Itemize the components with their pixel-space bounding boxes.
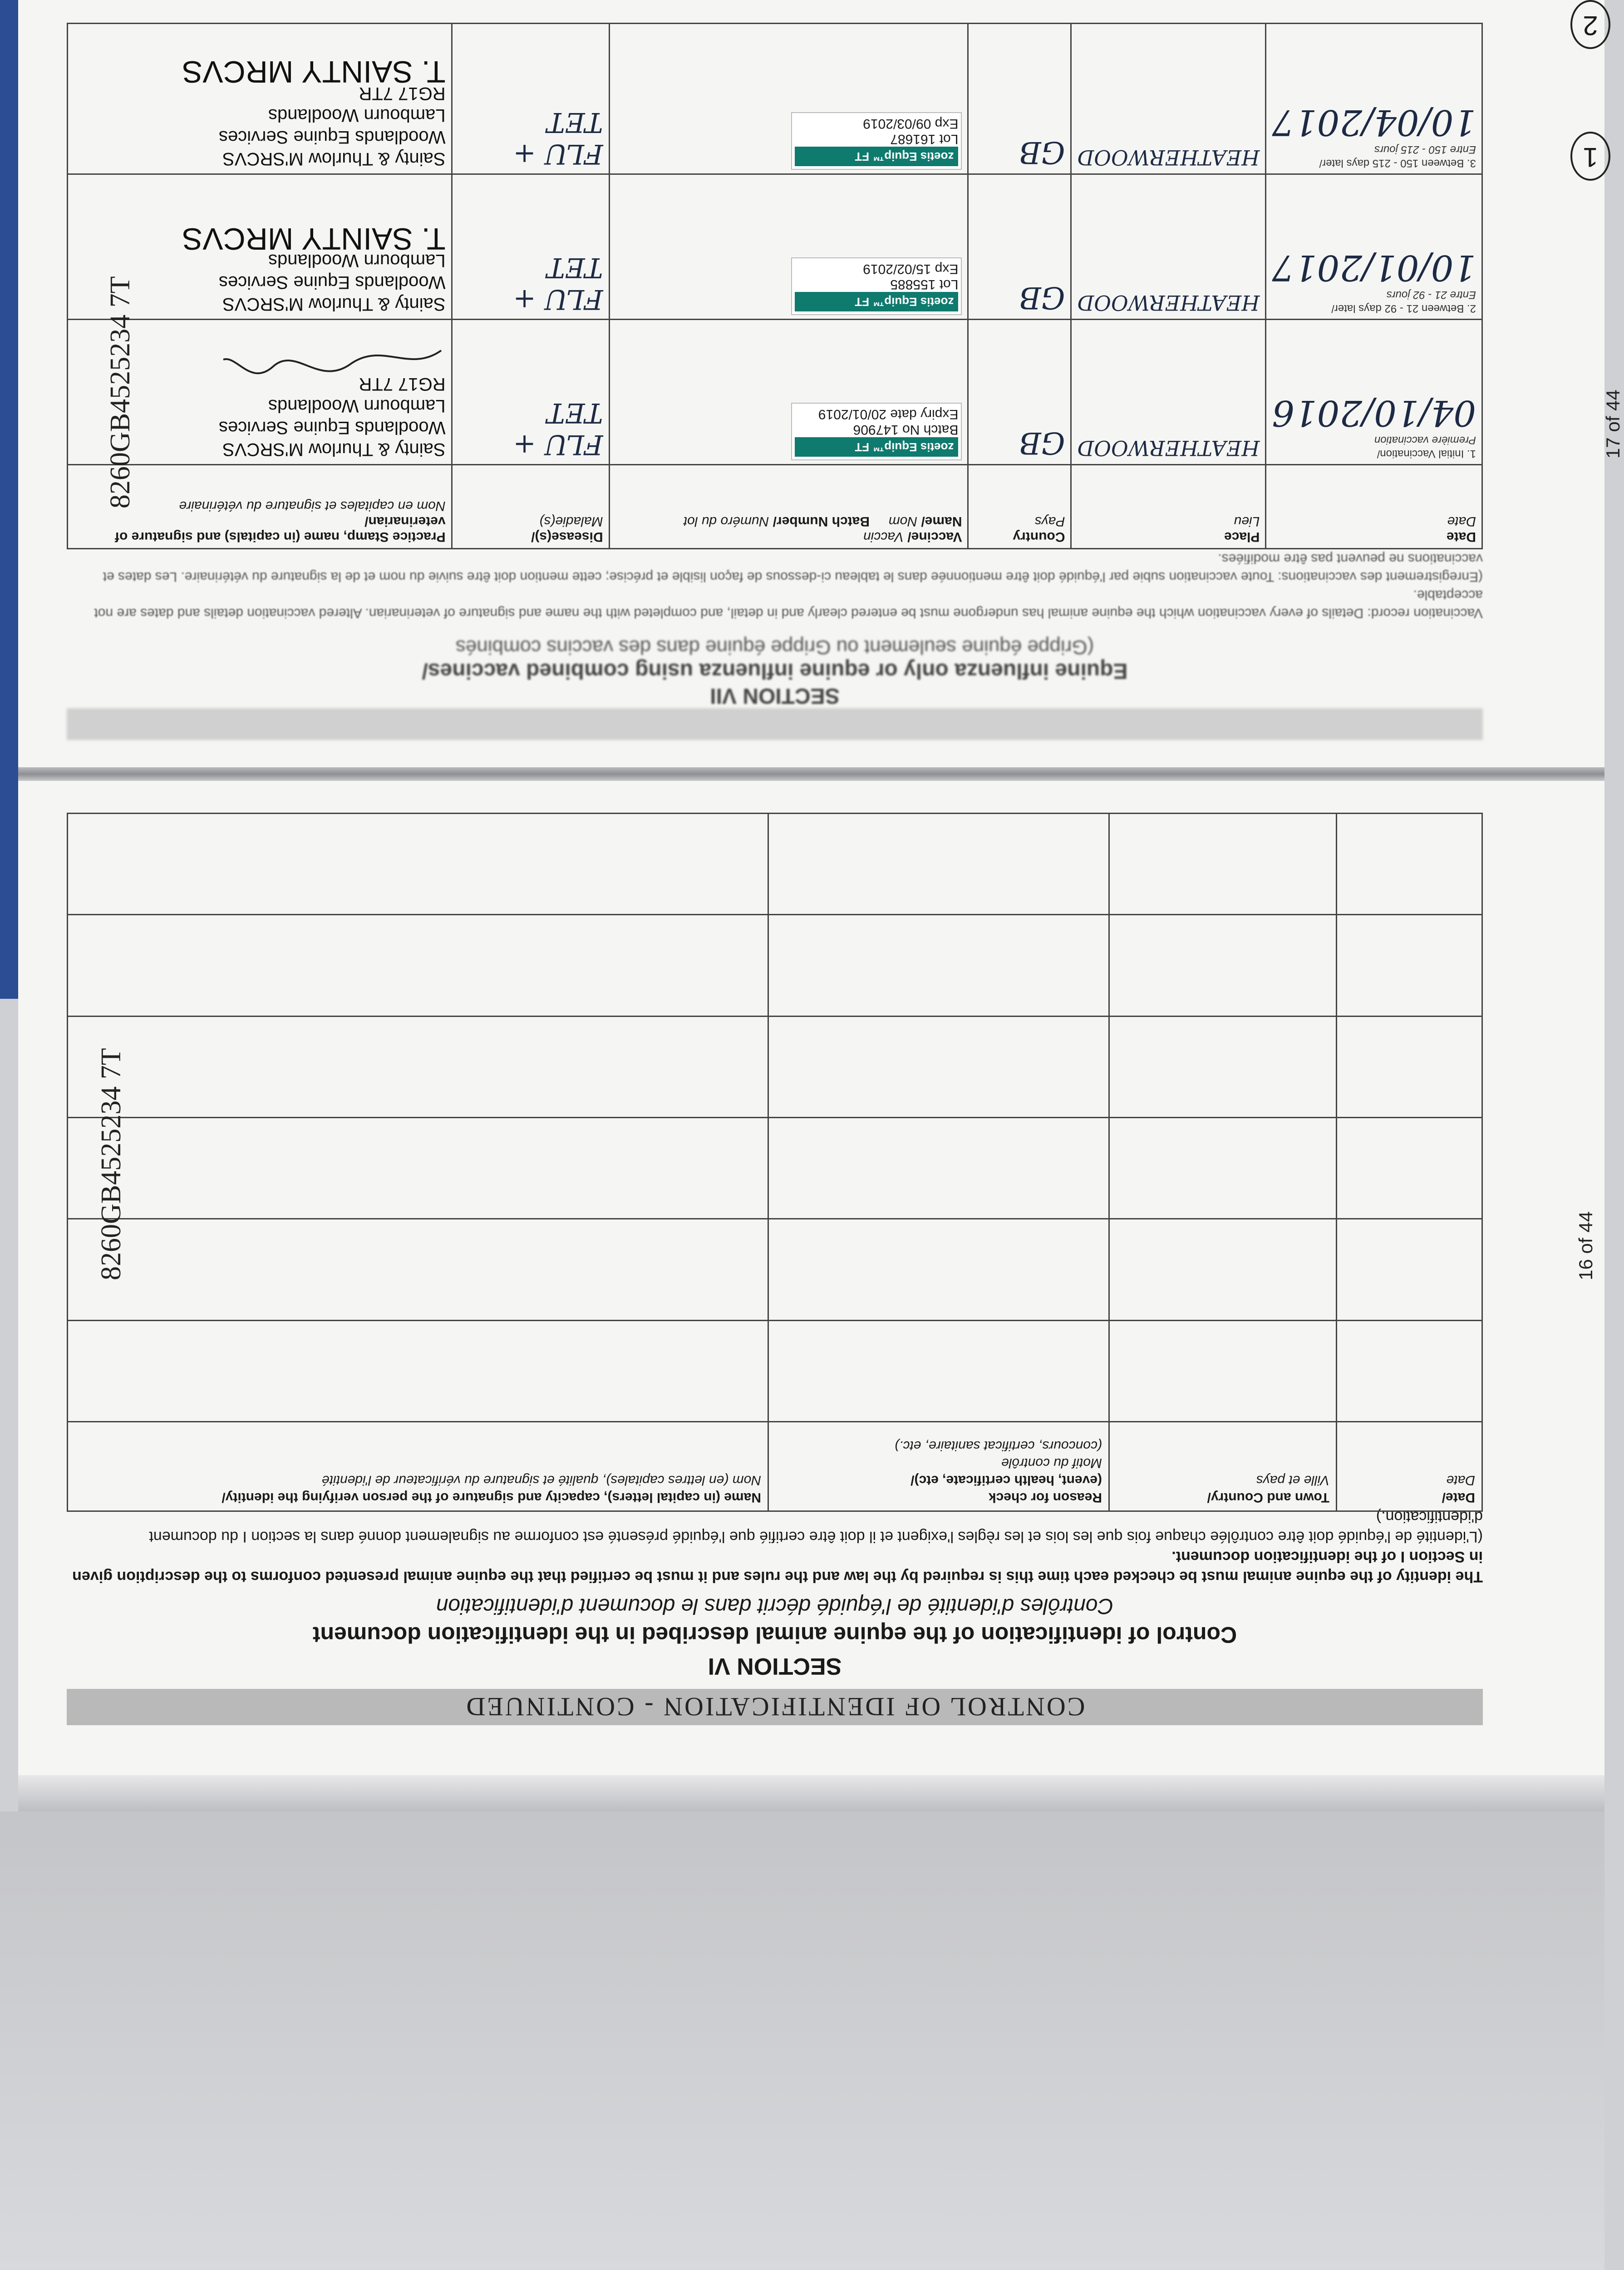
expiry-date: 20/01/2019 <box>818 407 887 422</box>
stamp-line: Sainty & Thurlow M'SRCVS <box>222 149 446 169</box>
col-country-header: Country <box>1013 529 1065 544</box>
expiry-label: Expiry date <box>890 407 959 422</box>
section6 <box>67 804 1483 1725</box>
vaccination-row <box>68 320 1482 465</box>
vaccination-row <box>68 24 1482 174</box>
stamp-line: Woodlands Equine Services <box>219 272 446 292</box>
section6-banner: CONTROL OF IDENTIFICATION - CONTINUED <box>67 1689 1483 1725</box>
document-id-top: 8260GB4525234 7T <box>105 276 136 508</box>
sticker-product: Equip™ FT <box>855 295 917 309</box>
section7-label: SECTION VII <box>710 684 840 708</box>
section7-note-en: Vaccination record: Details of every vaccination which the equine animal has undergone must be entered clearly and in detail, and completed with the name and signature of veterinarian. Altered vaccination details and dates are not acceptable. <box>94 587 1483 621</box>
vaccination-row <box>68 174 1482 320</box>
col-town-header: Town and Country/ <box>1207 1490 1329 1505</box>
section6-text-fr: (L'identité de l'équidé doit être contrôlée chaque fois que les lois et les règles l'exigent et il doit être certifié que l'équidé présenté est conforme au signalement donné dans la section I du document d'identification.) <box>149 1508 1483 1545</box>
page-16-rotated <box>18 781 1604 1775</box>
vaccine-sticker <box>791 112 962 170</box>
col-date-header-fr: Date <box>1446 1473 1475 1488</box>
table-row <box>68 915 1482 1016</box>
document-id-bottom: 8260GB4525234 7T <box>96 1048 127 1280</box>
section6-text <box>67 1507 1483 1587</box>
col-reason-detail: (event, health certificate, etc)/ <box>910 1473 1102 1488</box>
sticker-brand: zoetis <box>920 295 954 309</box>
page-16 <box>18 781 1604 1775</box>
row-label-fr: Entre 21 - 92 jours <box>1386 289 1476 301</box>
signature-scribble <box>219 341 446 373</box>
section6-label: SECTION VI <box>708 1653 842 1679</box>
col-date-header-fr: Date <box>1447 514 1476 529</box>
expiry-date: 09/03/2019 <box>863 116 931 131</box>
col-town-header-fr: Ville et pays <box>1256 1473 1329 1488</box>
vaccination-table-area <box>67 23 1483 549</box>
stamp-line: Woodlands Equine Services <box>219 127 446 147</box>
circled-number: 2 <box>1570 0 1610 49</box>
sticker-product: Equip™ FT <box>855 150 917 163</box>
row-label <box>1272 288 1476 315</box>
stamp-line: RG17 7TR <box>359 84 446 104</box>
circled-number: 1 <box>1570 132 1610 181</box>
section6-subtitle: Contrôles d'identité de l'équidé décrit dans le document d'identification <box>436 1594 1114 1618</box>
section7-note-fr: (Enregistrement des vaccinations: Toute vaccination subie par l'équidé doit être mentionnée dans le tableau ci-dessous de façon lisible et précise; cette mention doit être suivie du nom et de la signature du vétérinaire. Les dates et vaccinations ne peuvent pas être modifiées. <box>103 551 1483 584</box>
expiry-label: Exp <box>935 262 959 276</box>
col-reason-header: Reason for check <box>988 1490 1102 1505</box>
col-stamp-header: Practice Stamp, name (in capitals) and signature of veterinarian/ <box>115 514 446 544</box>
sticker-product: Equip™ FT <box>855 440 917 454</box>
col-date-header: Date/ <box>1442 1490 1475 1505</box>
disease-entry: FLU + TET <box>513 397 603 460</box>
vaccination-country: GB <box>1019 135 1065 170</box>
vaccine-sticker <box>791 257 962 315</box>
expiry-label: Exp <box>935 116 959 131</box>
stamp-line: Lambourn Woodlands <box>268 251 446 271</box>
batch-number: 161687 <box>890 132 936 147</box>
col-vaccine-name-header-fr: Nom <box>888 514 918 529</box>
batch-number: 147906 <box>853 422 899 437</box>
page-edge <box>18 1775 1604 1811</box>
vaccination-place: HEATHERWOOD <box>1077 436 1260 460</box>
vaccination-place: HEATHERWOOD <box>1077 291 1260 315</box>
page-17 <box>18 0 1624 767</box>
row-label-fr: Première vaccination <box>1374 434 1476 446</box>
stamp-line: Sainty & Thurlow M'SRCVS <box>222 439 446 459</box>
batch-number: 155885 <box>890 277 936 292</box>
vaccination-country: GB <box>1019 280 1065 315</box>
book-spine-gutter <box>18 767 1604 781</box>
vaccination-country: GB <box>1019 425 1065 460</box>
vaccination-table <box>67 23 1483 549</box>
stamp-line: RG17 7TR <box>359 374 446 394</box>
scanner-background <box>0 1811 1604 2270</box>
section7-title: Equine influenza only or equine influenza using combined vaccines/ <box>422 659 1128 683</box>
col-vaccine-header-fr: Vaccin <box>863 529 904 544</box>
expiry-date: 15/02/2019 <box>863 262 931 276</box>
stamp-line: Sainty & Thurlow M'SRCVS <box>222 294 446 314</box>
vaccination-date: 10/04/2017 <box>1272 102 1476 143</box>
batch-label: Batch No <box>902 422 959 437</box>
table-row <box>68 1219 1482 1320</box>
vet-name: T. SAINTY MRCVS <box>182 222 446 256</box>
scanner-blue-edge <box>0 0 19 999</box>
col-disease-header: Disease(s)/ <box>531 529 603 544</box>
vaccination-date: 10/01/2017 <box>1272 247 1476 288</box>
col-vaccine-header: Vaccine/ <box>907 529 962 544</box>
col-name-header-fr: Nom (en lettres capitales), qualité et signature du vérificateur de l'identité <box>322 1473 761 1488</box>
row-label-en: 2. Between 21 - 92 days later/ <box>1331 302 1476 315</box>
col-vaccine-name-header: Name/ <box>921 514 962 529</box>
col-stamp-header-fr: Nom en capitales et signature du vétérinaire <box>179 498 446 513</box>
table-row <box>68 1118 1482 1219</box>
page-number-17: 17 of 44 <box>1602 390 1624 459</box>
disease-entry: FLU + TET <box>513 252 603 315</box>
row-label-en: 3. Between 150 - 215 days later/ <box>1319 157 1476 169</box>
sticker-brand: zoetis <box>920 440 954 454</box>
section7-heading <box>67 549 1483 749</box>
col-place-header: Place <box>1224 529 1260 544</box>
section6-text-en: The identity of the equine animal must be checked each time this is required by the law and the rules and it must be certified that the equine animal presented conforms to the description given in Section I of the identification document. <box>72 1548 1483 1585</box>
row-label-en: 1. Initial Vaccination/ <box>1377 448 1476 460</box>
disease-entry: FLU + TET <box>513 106 603 170</box>
col-disease-header-fr: Maladie(s) <box>539 514 603 529</box>
col-date-header: Date <box>1446 529 1476 544</box>
sticker-brand: zoetis <box>920 150 954 163</box>
col-batch-header-fr: Numéro du lot <box>683 514 769 529</box>
row-label-fr: Entre 150 - 215 jours <box>1374 143 1476 156</box>
row-label <box>1272 143 1476 170</box>
vaccination-place: HEATHERWOOD <box>1077 145 1260 170</box>
col-reason-header-fr: Motif du contrôle <box>1001 1456 1102 1471</box>
col-place-header-fr: Lieu <box>1234 514 1260 529</box>
section7-banner <box>67 708 1483 740</box>
table-row <box>68 1016 1482 1117</box>
section7-subtitle: (Grippe équine seulement ou Grippe équine dans des vaccins combinés <box>455 636 1094 658</box>
vaccine-sticker <box>791 403 962 460</box>
page-17-rotated <box>18 0 1604 767</box>
vaccination-date: 04/10/2016 <box>1272 392 1476 433</box>
stamp-line: Woodlands Equine Services <box>219 418 446 438</box>
stamp-line: Lambourn Woodlands <box>268 105 446 125</box>
page-number-16: 16 of 44 <box>1575 1211 1596 1280</box>
col-reason-detail-fr: (concours, certificat sanitaire, etc.) <box>895 1438 1102 1453</box>
col-name-header: Name (in capital letters), capacity and signature of the person verifying the identity/ <box>221 1490 761 1505</box>
stamp-line: Lambourn Woodlands <box>268 396 446 416</box>
identity-check-table <box>67 813 1483 1512</box>
batch-label: Lot <box>939 132 959 147</box>
vet-name: T. SAINTY MRCVS <box>182 54 446 89</box>
table-row <box>68 814 1482 915</box>
col-batch-header: Batch Number/ <box>773 514 870 529</box>
row-label <box>1272 433 1476 460</box>
section6-title: Control of identification of the equine animal described in the identification document <box>312 1622 1237 1648</box>
col-country-header-fr: Pays <box>1034 514 1065 529</box>
batch-label: Lot <box>939 277 959 292</box>
vet-practice-stamp <box>74 54 446 170</box>
table-row <box>68 1320 1482 1421</box>
